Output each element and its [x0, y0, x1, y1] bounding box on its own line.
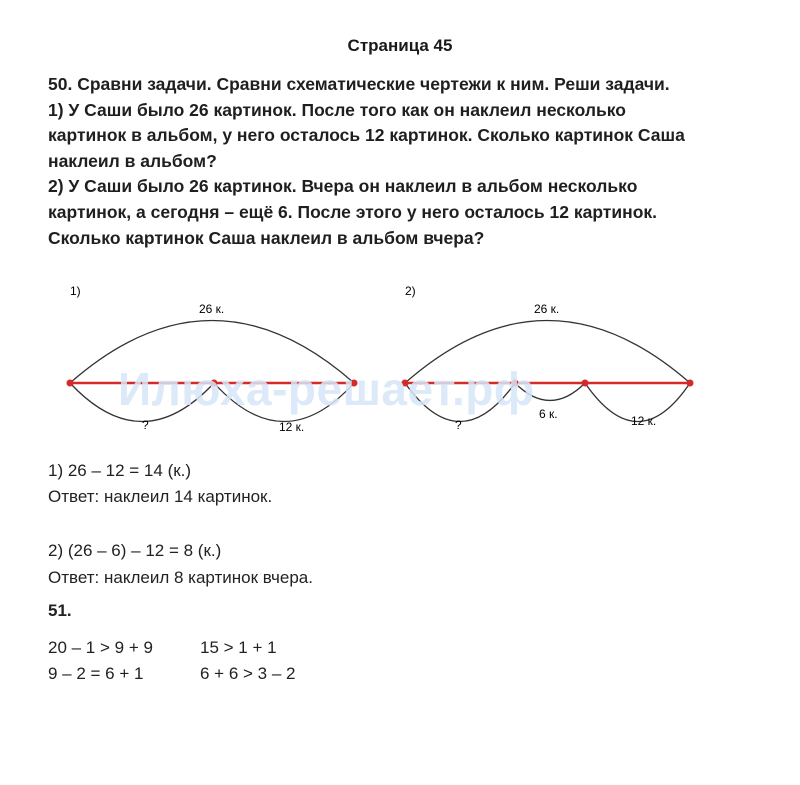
- task-50-line: Сколько картинок Саша наклеил в альбом вчера?: [48, 227, 485, 248]
- task-50-heading: 50. Сравни задачи. Сравни схематические чертежи к ним. Реши задачи.: [48, 74, 670, 94]
- task-50-line: 1) У Саши было 26 картинок. После того как он наклеил несколько: [48, 99, 626, 120]
- watermark: Илюха-решает.рф: [118, 363, 535, 415]
- task-51-number: 51.: [48, 601, 72, 620]
- diagram-2-point-second: [582, 380, 589, 387]
- task-51-expression: 20 – 1 > 9 + 9: [48, 638, 153, 657]
- solution-2-answer: Ответ: наклеил 8 картинок вчера.: [48, 568, 313, 587]
- diagram-2-rest-label: 12 к.: [631, 414, 657, 428]
- diagrams-svg: [0, 270, 800, 445]
- diagram-1-label: 1): [70, 284, 81, 298]
- diagram-2-point-end: [687, 380, 694, 387]
- task-50-text: [48, 72, 768, 251]
- diagram-1-point-start: [67, 380, 74, 387]
- solution-1-answer: Ответ: наклеил 14 картинок.: [48, 487, 273, 506]
- diagrams: [0, 270, 800, 445]
- task-51-expression: 6 + 6 > 3 – 2: [200, 664, 296, 683]
- diagram-1-rest-label: 12 к.: [279, 420, 305, 434]
- page-title: Страница 45: [347, 36, 453, 55]
- task-51-expression: 9 – 2 = 6 + 1: [48, 664, 144, 683]
- diagram-1-unknown-label: ?: [142, 418, 149, 432]
- solution-1-equation: 1) 26 – 12 = 14 (к.): [48, 461, 192, 480]
- task-51-row-2: [48, 664, 295, 684]
- diagram-1-total-label: 26 к.: [199, 302, 225, 316]
- task-50-line: картинок в альбом, у него осталось 12 картинок. Сколько картинок Саша: [48, 125, 685, 146]
- task-51-expression: 15 > 1 + 1: [200, 638, 277, 657]
- diagram-2-today-label: 6 к.: [539, 407, 558, 421]
- task-51-row-1: [48, 638, 277, 658]
- task-50-line: 2) У Саши было 26 картинок. Вчера он наклеил в альбом несколько: [48, 176, 638, 197]
- diagram-2-total-label: 26 к.: [534, 302, 560, 316]
- task-50-line: наклеил в альбом?: [48, 150, 217, 171]
- task-50-line: картинок, а сегодня – ещё 6. После этого у него осталось 12 картинок.: [48, 201, 658, 222]
- diagram-2-label: 2): [405, 284, 416, 298]
- solution-2-equation: 2) (26 – 6) – 12 = 8 (к.): [48, 541, 222, 560]
- diagram-2-unknown-label: ?: [455, 418, 462, 432]
